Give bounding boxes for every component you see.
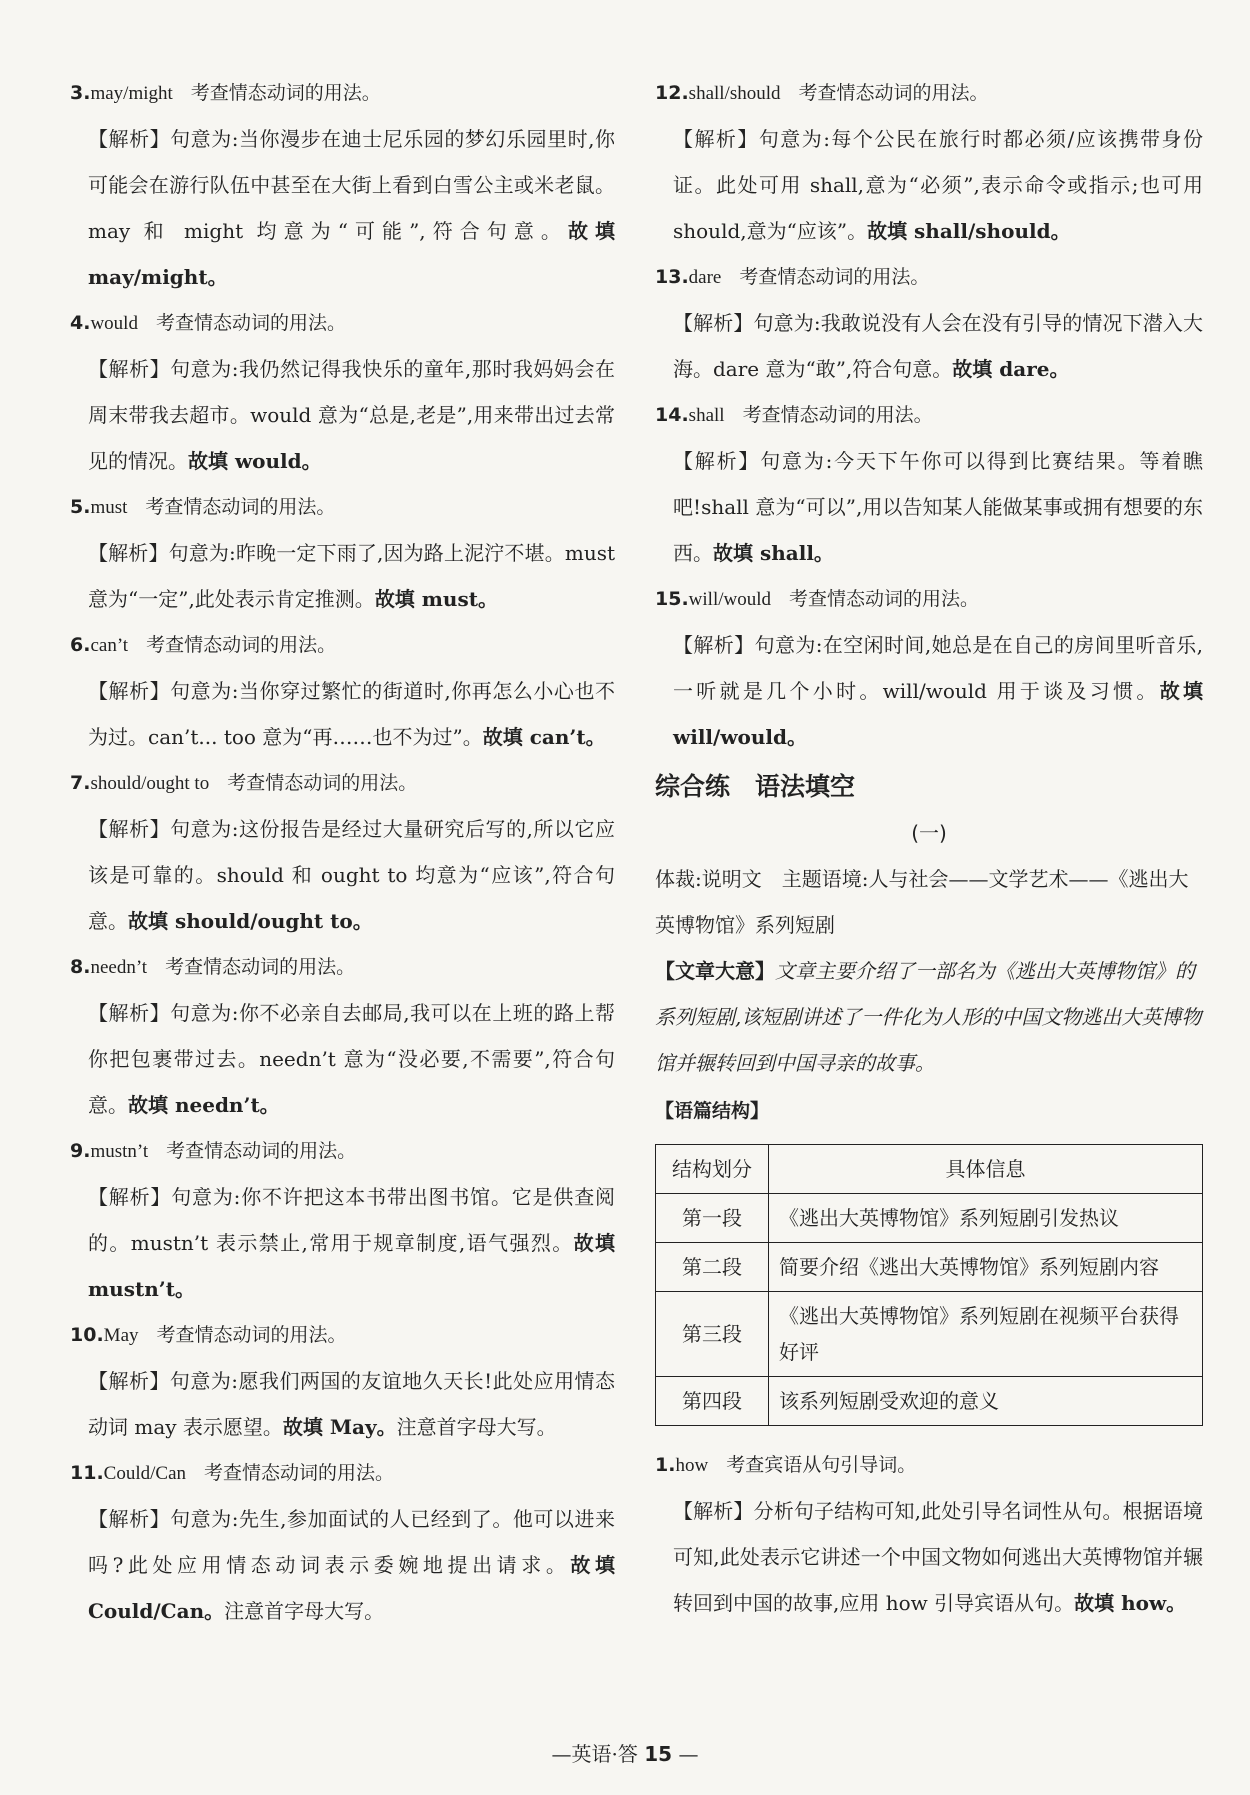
analysis-text: 句意为:你不必亲自去邮局,我可以在上班的路上帮你把包裹带过去。needn’t 意为“没必要,不需要”,符合句意。 bbox=[88, 1001, 615, 1117]
analysis-label: 【解析】 bbox=[88, 1507, 171, 1531]
analysis-text: 句意为:愿我们两国的友谊地久天长!此处应用情态动词 may 表示愿望。 bbox=[88, 1369, 616, 1439]
question-line bbox=[70, 300, 615, 346]
table-cell-part: 第三段 bbox=[656, 1292, 769, 1377]
section-answer-item bbox=[655, 1442, 1203, 1626]
analysis-paragraph bbox=[673, 438, 1203, 576]
answer-text: mustn’t bbox=[90, 1141, 149, 1162]
topic-text: 考查情态动词的用法。 bbox=[190, 82, 381, 104]
answer-item bbox=[655, 392, 1203, 576]
analysis-text: 句意为:当你漫步在迪士尼乐园的梦幻乐园里时,你可能会在游行队伍中甚至在大街上看到白雪公主或米老鼠。may 和 might 均意为“可能”,符合句意。 bbox=[88, 127, 615, 243]
analysis-paragraph bbox=[88, 990, 615, 1128]
topic-text: 考查情态动词的用法。 bbox=[789, 588, 980, 610]
analysis-paragraph bbox=[88, 1358, 615, 1450]
question-number: 4. bbox=[70, 312, 91, 334]
topic-text: 考查情态动词的用法。 bbox=[146, 634, 337, 656]
answer-text: how bbox=[675, 1455, 709, 1476]
table-cell-info: 该系列短剧受欢迎的意义 bbox=[769, 1377, 1203, 1426]
analysis-paragraph bbox=[673, 1488, 1203, 1626]
summary bbox=[655, 948, 1203, 1086]
fill-answer: 故填 may/might。 bbox=[88, 219, 616, 289]
analysis-paragraph bbox=[673, 300, 1203, 392]
table-cell-info: 《逃出大英博物馆》系列短剧在视频平台获得好评 bbox=[769, 1292, 1203, 1377]
table-row bbox=[656, 1292, 1203, 1377]
answer-text: should/ought to bbox=[90, 773, 210, 794]
table-cell-part: 第一段 bbox=[656, 1194, 769, 1243]
table-row bbox=[656, 1377, 1203, 1426]
fill-answer: 故填 how。 bbox=[1074, 1591, 1187, 1615]
structure-table bbox=[655, 1144, 1203, 1426]
fill-answer: 故填 would。 bbox=[188, 449, 322, 473]
analysis-label: 【解析】 bbox=[88, 817, 171, 841]
question-number: 3. bbox=[70, 82, 91, 104]
table-row bbox=[656, 1194, 1203, 1243]
analysis-label: 【解析】 bbox=[673, 449, 761, 473]
fill-answer: 故填 Could/Can。 bbox=[88, 1553, 615, 1623]
question-line bbox=[70, 1312, 615, 1358]
answer-item bbox=[70, 70, 615, 300]
question-number: 1. bbox=[655, 1454, 676, 1476]
analysis-text: 句意为:在空闲时间,她总是在自己的房间里听音乐,一听就是几个小时。will/would 用于谈及习惯。 bbox=[673, 633, 1203, 703]
analysis-paragraph bbox=[88, 116, 615, 300]
page-footer bbox=[0, 1738, 1250, 1767]
analysis-paragraph bbox=[88, 1174, 615, 1312]
answer-item bbox=[655, 576, 1203, 760]
answer-item bbox=[70, 944, 615, 1128]
answer-item bbox=[70, 300, 615, 484]
topic-text: 考查情态动词的用法。 bbox=[227, 772, 418, 794]
table-cell-part: 第四段 bbox=[656, 1377, 769, 1426]
question-number: 10. bbox=[70, 1324, 104, 1346]
fill-answer: 故填 May。 bbox=[282, 1415, 397, 1439]
answer-text: May bbox=[103, 1325, 139, 1346]
analysis-label: 【解析】 bbox=[88, 1001, 171, 1025]
analysis-paragraph bbox=[88, 806, 615, 944]
analysis-text: 句意为:我仍然记得我快乐的童年,那时我妈妈会在周末带我去超市。would 意为“总是,老是”,用来带出过去常见的情况。 bbox=[88, 357, 615, 473]
footer-prefix: —英语·答 bbox=[551, 1742, 638, 1766]
fill-answer: 故填 dare。 bbox=[952, 357, 1070, 381]
fill-answer: 故填 must。 bbox=[374, 587, 498, 611]
topic-text: 考查情态动词的用法。 bbox=[145, 496, 336, 518]
answer-text: needn’t bbox=[90, 957, 148, 978]
question-number: 15. bbox=[655, 588, 689, 610]
table-header-part: 结构划分 bbox=[656, 1145, 769, 1194]
topic-text: 考查情态动词的用法。 bbox=[165, 956, 356, 978]
analysis-label: 【解析】 bbox=[673, 311, 754, 335]
question-line bbox=[655, 576, 1203, 622]
table-row bbox=[656, 1243, 1203, 1292]
answer-text: will/would bbox=[688, 589, 772, 610]
topic-text: 考查情态动词的用法。 bbox=[156, 1324, 347, 1346]
analysis-label: 【解析】 bbox=[88, 127, 171, 151]
answer-text: shall bbox=[688, 405, 725, 426]
answer-item bbox=[655, 70, 1203, 254]
analysis-label: 【解析】 bbox=[88, 357, 171, 381]
analysis-text: 句意为:昨晚一定下雨了,因为路上泥泞不堪。must 意为“一定”,此处表示肯定推测。 bbox=[88, 541, 616, 611]
answer-text: must bbox=[90, 497, 128, 518]
summary-label: 【文章大意】 bbox=[655, 959, 775, 983]
answer-text: dare bbox=[688, 267, 722, 288]
answer-item bbox=[70, 622, 615, 760]
topic-text: 考查情态动词的用法。 bbox=[155, 312, 346, 334]
answer-item bbox=[70, 1312, 615, 1450]
page-number: 15 bbox=[644, 1742, 673, 1766]
table-cell-part: 第二段 bbox=[656, 1243, 769, 1292]
question-number: 7. bbox=[70, 772, 91, 794]
question-line bbox=[655, 70, 1203, 116]
table-cell-info: 《逃出大英博物馆》系列短剧引发热议 bbox=[769, 1194, 1203, 1243]
analysis-text: 句意为:先生,参加面试的人已经到了。他可以进来吗?此处应用情态动词表示委婉地提出请求。 bbox=[88, 1507, 615, 1577]
table-cell-info: 简要介绍《逃出大英博物馆》系列短剧内容 bbox=[769, 1243, 1203, 1292]
question-line bbox=[70, 760, 615, 806]
answer-text: would bbox=[90, 313, 138, 334]
analysis-label: 【解析】 bbox=[88, 541, 169, 565]
answer-text: may/might bbox=[90, 83, 173, 104]
question-number: 12. bbox=[655, 82, 689, 104]
topic-text: 考查情态动词的用法。 bbox=[798, 82, 989, 104]
analysis-text: 句意为:今天下午你可以得到比赛结果。等着瞧吧!shall 意为“可以”,用以告知某人能做某事或拥有想要的东西。 bbox=[673, 449, 1203, 565]
fill-answer: 故填 can’t。 bbox=[482, 725, 606, 749]
question-number: 5. bbox=[70, 496, 91, 518]
question-number: 8. bbox=[70, 956, 91, 978]
question-line bbox=[655, 392, 1203, 438]
analysis-text: 分析句子结构可知,此处引导名词性从句。根据语境可知,此处表示它讲述一个中国文物如何逃出大英博物馆并辗转回到中国的故事,应用 how 引导宾语从句。 bbox=[673, 1499, 1204, 1615]
analysis-label: 【解析】 bbox=[88, 679, 171, 703]
analysis-text: 句意为:这份报告是经过大量研究后写的,所以它应该是可靠的。should 和 ought to 均意为“应该”,符合句意。 bbox=[88, 817, 615, 933]
analysis-label: 【解析】 bbox=[673, 633, 755, 657]
footer-suffix: — bbox=[678, 1742, 699, 1766]
fill-answer: 故填 mustn’t。 bbox=[88, 1231, 615, 1301]
answer-item bbox=[70, 1450, 615, 1634]
analysis-text: 句意为:每个公民在旅行时都必须/应该携带身份证。此处可用 shall,意为“必须”,表示命令或指示;也可用 should,意为“应该”。 bbox=[673, 127, 1203, 243]
fill-answer: 故填 needn’t。 bbox=[128, 1093, 280, 1117]
question-line bbox=[70, 944, 615, 990]
analysis-text: 句意为:我敢说没有人会在没有引导的情况下潜入大海。dare 意为“敢”,符合句意。 bbox=[673, 311, 1203, 381]
section-title: 综合练 语法填空 bbox=[655, 772, 856, 801]
analysis-text: 句意为:你不许把这本书带出图书馆。它是供查阅的。mustn’t 表示禁止,常用于规章制度,语气强烈。 bbox=[88, 1185, 615, 1255]
analysis-paragraph bbox=[88, 530, 615, 622]
question-number: 9. bbox=[70, 1140, 91, 1162]
analysis-paragraph bbox=[673, 116, 1203, 254]
analysis-label: 【解析】 bbox=[88, 1185, 172, 1209]
after-note: 注意首字母大写。 bbox=[396, 1415, 557, 1439]
question-line bbox=[70, 1450, 615, 1496]
question-line bbox=[70, 70, 615, 116]
topic-text: 考查情态动词的用法。 bbox=[204, 1462, 395, 1484]
topic-text: 考查情态动词的用法。 bbox=[742, 404, 933, 426]
analysis-paragraph bbox=[88, 668, 615, 760]
answer-text: Could/Can bbox=[103, 1463, 187, 1484]
after-note: 注意首字母大写。 bbox=[224, 1599, 385, 1623]
analysis-paragraph bbox=[88, 346, 615, 484]
question-number: 6. bbox=[70, 634, 91, 656]
right-column bbox=[655, 70, 1203, 1626]
question-line bbox=[655, 1442, 1203, 1488]
question-number: 14. bbox=[655, 404, 689, 426]
summary-text: 文章主要介绍了一部名为《逃出大英博物馆》的系列短剧,该短剧讲述了一件化为人形的中国文物逃出大英博物馆并辗转回到中国寻亲的故事。 bbox=[655, 959, 1202, 1075]
question-number: 13. bbox=[655, 266, 689, 288]
question-line bbox=[70, 622, 615, 668]
answer-item bbox=[70, 760, 615, 944]
analysis-paragraph bbox=[88, 1496, 615, 1634]
fill-answer: 故填 shall/should。 bbox=[867, 219, 1071, 243]
question-line bbox=[70, 1128, 615, 1174]
part-number: (一) bbox=[911, 821, 947, 845]
fill-answer: 故填 shall。 bbox=[713, 541, 834, 565]
topic-text: 考查情态动词的用法。 bbox=[739, 266, 930, 288]
fill-answer: 故填 should/ought to。 bbox=[128, 909, 373, 933]
question-line bbox=[655, 254, 1203, 300]
analysis-label: 【解析】 bbox=[673, 127, 759, 151]
question-line bbox=[70, 484, 615, 530]
analysis-text: 句意为:当你穿过繁忙的街道时,你再怎么小心也不为过。can’t... too 意为“再……也不为过”。 bbox=[88, 679, 615, 749]
topic-text: 考查宾语从句引导词。 bbox=[726, 1454, 917, 1476]
topic-text: 考查情态动词的用法。 bbox=[166, 1140, 357, 1162]
answer-item bbox=[655, 254, 1203, 392]
table-header-row bbox=[656, 1145, 1203, 1194]
structure-title: 【语篇结构】 bbox=[655, 1100, 770, 1122]
analysis-label: 【解析】 bbox=[88, 1369, 170, 1393]
genre-line: 体裁:说明文 主题语境:人与社会——文学艺术——《逃出大英博物馆》系列短剧 bbox=[655, 867, 1189, 937]
analysis-paragraph bbox=[673, 622, 1203, 760]
answer-text: shall/should bbox=[688, 83, 781, 104]
left-column bbox=[70, 70, 615, 1634]
right-items bbox=[655, 70, 1203, 760]
question-number: 11. bbox=[70, 1462, 104, 1484]
answer-item bbox=[70, 484, 615, 622]
answer-item bbox=[70, 1128, 615, 1312]
fill-answer: 故填 will/would。 bbox=[673, 679, 1203, 749]
analysis-label: 【解析】 bbox=[673, 1499, 754, 1523]
table-header-info: 具体信息 bbox=[769, 1145, 1203, 1194]
answer-text: can’t bbox=[90, 635, 129, 656]
